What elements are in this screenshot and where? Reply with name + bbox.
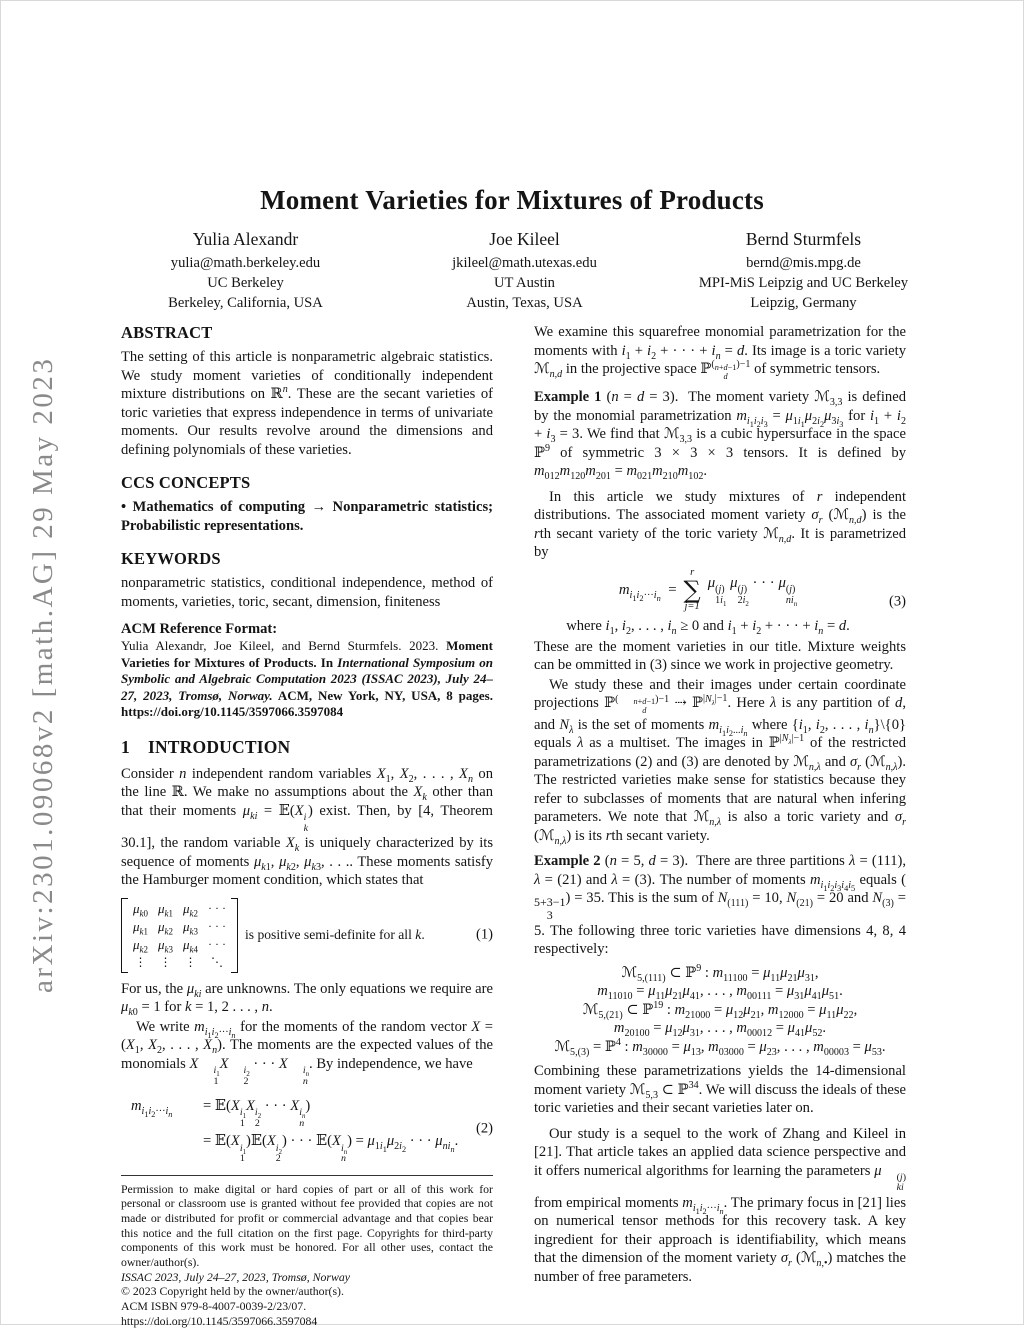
right-paragraph-2: In this article we study mixtures of r independent distributions. The associated moment variety $\sigma_r$ (ℳ$_{n,d}$) is the rth secant variety of the toric variety ℳ$_{n,d}$. It is parametrized by <box>534 488 907 561</box>
sum-upper-limit: r <box>690 566 695 578</box>
keywords-text: nonparametric statistics, conditional independence, method of moments, varieties, toric, secant, dimension, finiteness <box>121 575 493 610</box>
right-paragraph-1: We examine this squarefree monomial parametrization for the moments with $i_1 + i_2$ + · · · + $i_n = d$. Its image is a toric variety ℳ$_{n,d}$ in the projective space ℙ$^{( n+d-1 d )-1}$ of symmetric tensors. <box>534 324 907 381</box>
footnote-doi-link[interactable]: https://doi.org/10.1145/3597066.3597084 <box>121 1313 318 1328</box>
display-line: ℳ$_{5,(3)}$ = ℙ$^4$ : $m_{30000} = \mu_{13}$, $m_{03000} = \mu_{23}$, . . . , $m_{00003} = \mu_{53}$. <box>554 1036 886 1058</box>
section-label: INTRODUCTION <box>147 736 291 757</box>
author-block <box>664 229 943 313</box>
display-line: ℳ$_{5,(21)}$ ⊂ ℙ$^{19}$ : $m_{21000} = \mu_{12}\mu_{21}$, $m_{12000} = \mu_{11}\mu_{22}$, <box>582 999 858 1021</box>
sigma-icon: ∑ <box>683 576 701 605</box>
right-column <box>534 323 906 1329</box>
matrix-bracket-right <box>231 898 238 973</box>
footnote-block <box>121 1175 493 1329</box>
author-block <box>106 229 385 313</box>
equation-2-lhs: $m_{i_1i_2\cdot\cdot\cdot i_n}$ <box>131 1098 173 1119</box>
author-block <box>385 229 664 313</box>
equation-2-number: (2) <box>475 1120 493 1137</box>
matrix-cell: · · · <box>208 919 226 934</box>
example-1-paragraph: Example 1 (n = d = 3). The moment variety ℳ$_{3,3}$ is defined by the monomial parametrization $m_{i_1i_2i_3} = \mu_{1i_1}\mu_{2i_2}\mu_{3i_3}$ for $i_1 + i_2 + i_3 = 3$. We find that ℳ$_{3,3}$ is a cubic hypersurface in the space ℙ$^9$ of symmetric 3 × 3 × 3 tensors. It is defined by $m_{012}m_{120}m_{201} = m_{021}m_{210}m_{102}$. <box>534 388 907 483</box>
keywords-heading: KEYWORDS <box>121 549 221 568</box>
matrix-cell: · · · <box>208 937 226 952</box>
footnote-venue: ISSAC 2023, July 24–27, 2023, Tromsø, Norway <box>121 1269 350 1284</box>
equation-3-lhs: $m_{i_1i_2\cdot\cdot\cdot i_n}$ = <box>618 581 677 603</box>
section-number: 1 <box>121 736 130 757</box>
author-name: Bernd Sturmfels <box>745 229 862 249</box>
example-2-paragraph: Example 2 (n = 5, d = 3). There are three partitions λ = (111), λ = (21) and λ = (3). The number of moments $m_{i_1i_2i_3i_4i_5}$ equals ( 5+3−1 3 ) = 35. This is the sum of $N_{(111)} = 10$, $N_{(21)} = 20$ and $N_{(3)} = 5$. The following three toric varieties have dimensions 4, 8, 4 respectively: <box>534 853 907 958</box>
equation-3-condition: where $i_1$, $i_2$, . . . , $i_n \ge 0$ and $i_1 + i_2$ + · · · + $i_n = d$. <box>566 617 850 637</box>
equation-1 <box>121 898 493 973</box>
right-paragraph-3: These are the moment varieties in our title. Mixture weights can be ommitted in (3) since we work in projective geometry. <box>534 638 906 674</box>
footnote-copyright: © 2023 Copyright held by the owner/author(s). <box>121 1284 344 1299</box>
matrix-cell: $\mu_{k1}$ <box>158 900 173 919</box>
section-heading-introduction <box>121 737 493 758</box>
display-line: ℳ$_{5,(111)}$ ⊂ ℙ$^9$ : $m_{11100} = \mu_{11}\mu_{21}\mu_{31}$, <box>621 962 819 984</box>
matrix-cell: $\mu_{k3}$ <box>183 918 198 937</box>
display-line: $m_{11010} = \mu_{11}\mu_{21}\mu_{41}$, . . . , $m_{00111} = \mu_{31}\mu_{41}\mu_{51}$. <box>597 983 843 1002</box>
matrix-cell: ⋮ <box>134 954 147 969</box>
matrix-cell: $\mu_{k2}$ <box>133 936 148 955</box>
left-column <box>121 323 493 1329</box>
equation-1-text: is positive semi-definite for all k. <box>245 927 425 943</box>
equation-3-rhs: μ (j) $1i_1$ μ (j) $2i_2$ · · · μ (j) $ni_n$ <box>707 574 798 608</box>
footnote-permission: Permission to make digital or hard copies of part or all of this work for personal or classroom use is granted without fee provided that copies are not made or distributed for profit or commercial advantage and that copies bear this notice and the full citation on the first page. Copyrights for third-party components of this work must be honored. For all other uses, contact the owner/author(s). <box>121 1181 493 1270</box>
example-2-display-equations <box>534 964 906 1057</box>
footnote-isbn: ACM ISBN 979-8-4007-0039-2/23/07. <box>121 1299 307 1314</box>
intro-paragraph-1: Consider n independent random variables $X_1$, $X_2$, . . . , $X_n$ on the line ℝ. We make no assumptions about the $X_k$ other than that their moments $\mu_{ki}$ = 𝔼(X i k ) exist. Then, by [4, Theorem 30.1], the random variable $X_k$ is uniquely characterized by its sequence of moments $\mu_{k1}$, $\mu_{k2}$, $\mu_{k3}$, . . .. These moments satisfy the Hamburger moment condition, which states that <box>121 765 494 889</box>
paper-title: Moment Varieties for Mixtures of Products <box>260 185 764 215</box>
intro-paragraph-3: We write $m_{i_1i_2\cdot\cdot\cdot i_n}$ for the moments of the random vector $X = (X_1$, $X_2$, . . . , $X_n$). The moments are the expected values of the monomials X $i_1$ 1 X $i_2$ 2 · · · X $i_n$ n . By independence, we have <box>121 1018 493 1087</box>
abstract-heading: ABSTRACT <box>121 323 213 342</box>
matrix-cell: ⋮ <box>184 954 197 969</box>
equation-2-rhs-line2: = 𝔼(X $i_1$ 1 )𝔼(X $i_2$ 2 ) · · · 𝔼(X $i_n$ n ) = $\mu_{1i_1}\mu_{2i_2}$ · · · $\mu_{ni_n}$. <box>203 1132 459 1165</box>
author-location: Berkeley, California, USA <box>168 295 323 311</box>
ccs-text: • Mathematics of computing → Nonparametric statistics; Probabilistic representations. <box>121 499 493 534</box>
equation-2 <box>121 1094 493 1165</box>
matrix-bracket-left <box>121 898 128 973</box>
matrix-cell: $\mu_{k2}$ <box>183 900 198 919</box>
author-email[interactable]: yulia@math.berkeley.edu <box>170 255 321 271</box>
author-name: Joe Kileel <box>489 229 560 249</box>
author-affiliation: MPI-MiS Leipzig and UC Berkeley <box>698 275 909 291</box>
matrix-cell: $\mu_{k2}$ <box>158 918 173 937</box>
equation-3-number: (3) <box>888 593 906 610</box>
two-column-body <box>121 323 907 1329</box>
arxiv-watermark: arXiv:2301.09068v2 [math.AG] 29 May 2023 <box>27 356 59 993</box>
equation-1-number: (1) <box>475 926 493 943</box>
author-location: Austin, Texas, USA <box>466 295 583 311</box>
equation-2-rhs-line1: = 𝔼(X $i_1$ 1 X $i_2$ 2 · · · X $i_n$ n ) <box>203 1097 311 1129</box>
display-line: $m_{20100} = \mu_{12}\mu_{31}$, . . . , $m_{00012} = \mu_{41}\mu_{52}$. <box>613 1020 827 1039</box>
equation-3 <box>534 568 906 636</box>
hankel-matrix <box>121 898 238 973</box>
right-paragraph-5: Combining these parametrizations yields the 14-dimensional moment variety ℳ$_{5,3}$ ⊂ ℙ$^{34}$. We will discuss the ideals of these toric varieties and their secant varieties later on. <box>534 1063 906 1117</box>
right-paragraph-4: We study these and their images under certain coordinate projections ℙ$^{( n+d-1 d )-1}$ ⇢ ℙ$^{|N_\lambda|-1}$. Here λ is any partition of d, and $N_\lambda$ is the set of moments $m_{i_1i_2...i_n}$ where {$i_1$, $i_2$, . . . , $i_n\}\backslash\{0\}$ equals λ as a multiset. The images in ℙ$^{|N_\lambda|-1}$ of the restricted parametrizations (2) and (3) are denoted by ℳ$_{n,\lambda}$ and $\sigma_r$ (ℳ$_{n,\lambda}$). The restricted varieties make sense for statistics because they refer to subclasses of moments that are natural when infering parameters. We note that ℳ$_{n,\lambda}$ is also a toric variety and $\sigma_r$ (ℳ$_{n,\lambda}$) is its rth secant variety. <box>534 676 906 847</box>
author-email[interactable]: jkileel@math.utexas.edu <box>452 255 597 271</box>
intro-paragraph-2: For us, the $\mu_{ki}$ are unknowns. The only equations we require are $\mu_{k0} = 1$ for k = 1, 2 . . . , n. <box>121 980 493 1019</box>
author-affiliation: UT Austin <box>494 275 555 291</box>
abstract-text: The setting of this article is nonparametric algebraic statistics. We study moment varieties of conditionally independent mixture distributions on ℝ$^n$. These are the secant varieties of toric varieties that express independence in terms of univariate moments. Our results revolve around the dimensions and defining polynomials of these varieties. <box>121 349 493 458</box>
matrix-cell: $\mu_{k0}$ <box>133 900 148 919</box>
matrix-cell: $\mu_{k3}$ <box>158 936 173 955</box>
acm-reference-text: Yulia Alexandr, Joe Kileel, and Bernd Sturmfels. 2023. Moment Varieties for Mixtures of Products. In International Symposium on Symbolic and Algebraic Computation 2023 (ISSAC 2023), July 24–27, 2023, Tromsø, Norway. ACM, New York, NY, USA, 8 pages. https://doi.org/10.1145/3597066.3597084 <box>121 638 494 720</box>
matrix-cell: · · · <box>208 901 226 916</box>
sum-lower-limit: j=1 <box>684 601 700 613</box>
ccs-heading: CCS CONCEPTS <box>121 473 251 492</box>
author-location: Leipzig, Germany <box>750 295 857 311</box>
author-row <box>106 229 943 313</box>
author-email[interactable]: bernd@mis.mpg.de <box>746 255 861 271</box>
summation-symbol <box>684 568 701 613</box>
matrix-cell: $\mu_{k1}$ <box>133 918 148 937</box>
matrix-cell: ⋮ <box>159 954 172 969</box>
acm-reference-heading: ACM Reference Format: <box>121 621 278 637</box>
matrix-cell: $\mu_{k4}$ <box>183 936 198 955</box>
author-name: Yulia Alexandr <box>192 229 299 249</box>
author-affiliation: UC Berkeley <box>207 275 284 291</box>
matrix-cell: ⋱ <box>211 954 223 969</box>
right-paragraph-6: Our study is a sequel to the work of Zhang and Kileel in [21]. That article takes an applied data science perspective and it offers numerical algorithms for learning the parameters μ (j) ki from empirical moments $m_{i_1i_2\cdot\cdot\cdot i_n}$. The primary focus in [21] lies on numerical tensor methods for this recovery task. A key ingredient for their approach is identifiability, which means that the dimension of the moment variety $\sigma_r$ (ℳ$_{n,•}$) matches the number of free parameters. <box>534 1125 906 1285</box>
